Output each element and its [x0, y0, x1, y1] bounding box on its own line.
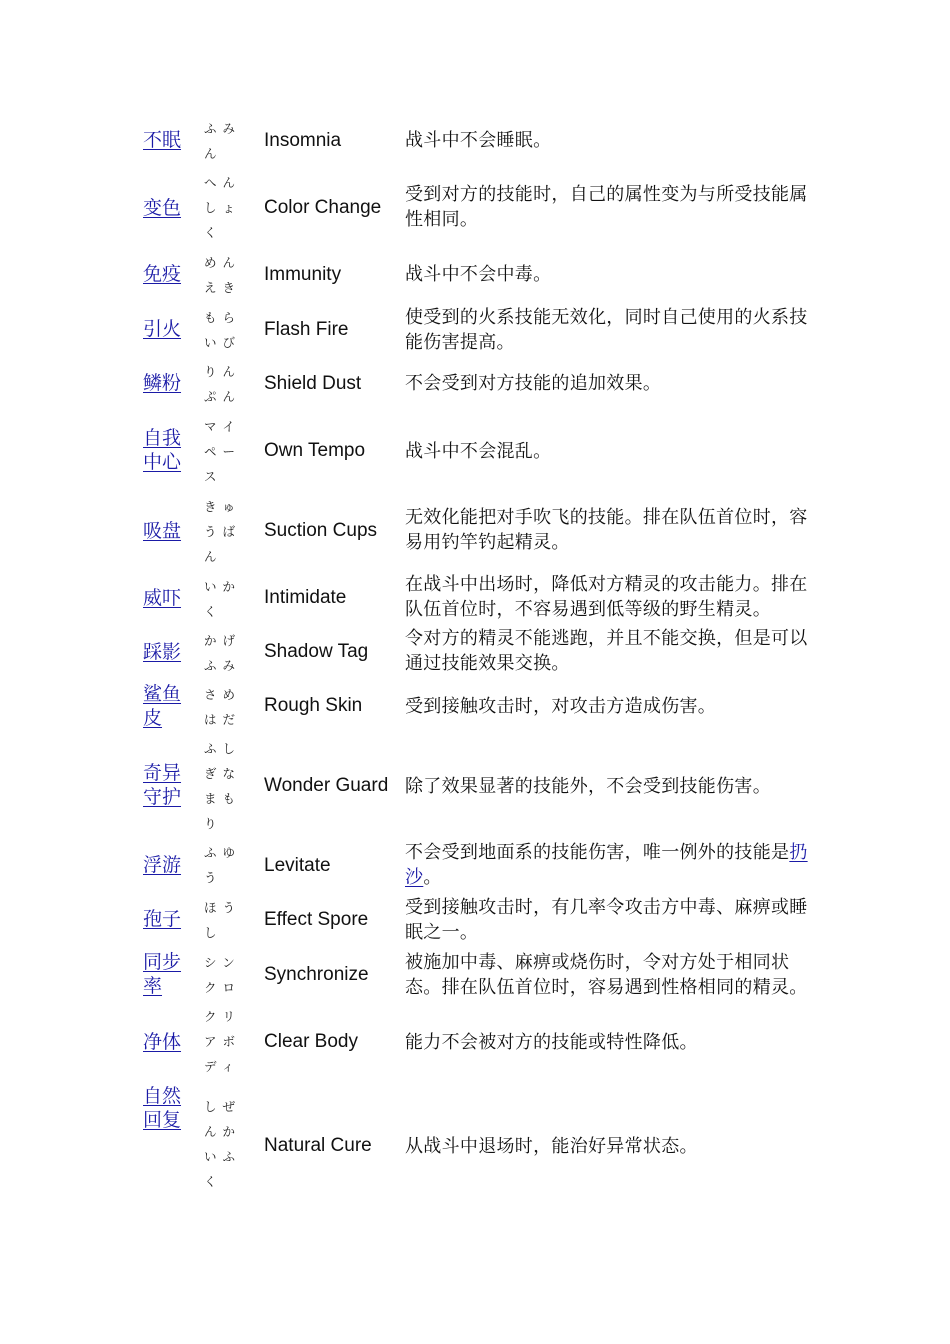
ability-description: 从战斗中退场时，能治好异常状态。: [405, 1136, 698, 1157]
table-row: [0, 682, 950, 734]
ability-description: 战斗中不会睡眠。: [405, 130, 552, 151]
ability-english-name: Suction Cups: [264, 520, 378, 541]
ability-english-name: Natural Cure: [264, 1135, 372, 1156]
ability-name-link[interactable]: 不眠: [143, 129, 182, 151]
ability-name-link[interactable]: 威吓: [143, 587, 182, 609]
ability-kana: しぜんかいふく: [204, 1099, 242, 1189]
ability-kana: りんぷん: [204, 364, 242, 404]
ability-english-name: Own Tempo: [264, 440, 366, 461]
ability-description: 在战斗中出场时，降低对方精灵的攻击能力。排在队伍首位时，不容易遇到低等级的野生精灵。: [405, 574, 808, 620]
table-row: [0, 840, 950, 892]
ability-kana: さめはだ: [204, 687, 242, 727]
ability-kana: マイペース: [204, 419, 242, 484]
ability-english-name: Insomnia: [264, 130, 342, 151]
table-row: [0, 628, 950, 680]
ability-description: 战斗中不会混乱。: [405, 441, 552, 462]
table-row: [0, 170, 950, 252]
ability-kana: かげふみ: [204, 633, 242, 673]
ability-english-name: Color Change: [264, 197, 382, 218]
ability-kana: きゅうばん: [204, 499, 242, 564]
sand-attack-link[interactable]: 扔沙: [405, 842, 808, 888]
ability-english-name: Intimidate: [264, 587, 347, 608]
ability-kana: めんえき: [204, 255, 242, 295]
ability-kana: もらいび: [204, 310, 242, 350]
ability-name-link[interactable]: 变色: [143, 197, 182, 219]
ability-kana: シンクロ: [204, 955, 242, 995]
ability-english-name: Wonder Guard: [264, 775, 389, 796]
ability-english-name: Shield Dust: [264, 373, 362, 394]
ability-english-name: Shadow Tag: [264, 641, 369, 662]
ability-english-name: Synchronize: [264, 964, 369, 985]
ability-description: 不会受到对方技能的追加效果。: [405, 373, 662, 394]
ability-kana: ふしぎなまもり: [204, 741, 242, 831]
ability-name-link[interactable]: 浮游: [143, 854, 182, 876]
ability-name-link[interactable]: 踩影: [143, 641, 182, 663]
ability-kana: ふゆう: [204, 845, 242, 885]
ability-name-link[interactable]: 奇异守护: [143, 762, 182, 808]
ability-english-name: Flash Fire: [264, 319, 349, 340]
ability-name-link[interactable]: 鲨鱼皮: [143, 683, 182, 729]
table-row: [0, 1004, 950, 1080]
ability-english-name: Effect Spore: [264, 909, 369, 930]
ability-name-link[interactable]: 净体: [143, 1031, 182, 1053]
ability-description: 除了效果显著的技能外，不会受到技能伤害。: [405, 776, 771, 797]
ability-description-tail: 。: [423, 867, 442, 888]
ability-name-link[interactable]: 鳞粉: [143, 372, 182, 394]
ability-description: 令对方的精灵不能逃跑，并且不能交换，但是可以通过技能效果交换。: [405, 628, 808, 674]
table-row: [0, 574, 950, 626]
table-row: [0, 950, 950, 1002]
table-row: [0, 736, 950, 836]
ability-description: 被施加中毒、麻痹或烧伤时，令对方处于相同状态。排在队伍首位时，容易遇到性格相同的精灵。: [405, 952, 808, 998]
ability-kana: ほうし: [204, 900, 242, 940]
ability-name-link[interactable]: 免疫: [143, 263, 182, 285]
ability-description: 能力不会被对方的技能或特性降低。: [405, 1032, 698, 1053]
table-row: [0, 116, 950, 168]
table-row: [0, 414, 950, 492]
ability-description: 受到对方的技能时，自己的属性变为与所受技能属性相同。: [405, 184, 808, 230]
ability-kana: へんしょく: [204, 175, 242, 240]
ability-name-link[interactable]: 孢子: [143, 908, 182, 930]
ability-description: [405, 840, 810, 890]
table-row: [0, 359, 950, 411]
ability-name-link[interactable]: 自我中心: [143, 427, 182, 473]
ability-name-link[interactable]: 同步率: [143, 951, 182, 997]
ability-name-link[interactable]: 自然回复: [143, 1085, 182, 1131]
table-row: [0, 250, 950, 302]
ability-english-name: Rough Skin: [264, 695, 363, 716]
ability-description: 无效化能把对手吹飞的技能。排在队伍首位时，容易用钓竿钓起精灵。: [405, 507, 808, 553]
ability-description: 战斗中不会中毒。: [405, 264, 552, 285]
ability-english-name: Clear Body: [264, 1031, 358, 1052]
ability-english-name: Levitate: [264, 855, 331, 876]
ability-name-link[interactable]: 吸盘: [143, 520, 182, 542]
ability-kana: クリアボディ: [204, 1009, 242, 1074]
ability-description: 受到接触攻击时，对攻击方造成伤害。: [405, 696, 717, 717]
ability-name-link[interactable]: 引火: [143, 318, 182, 340]
table-row: [0, 305, 950, 357]
ability-english-name: Immunity: [264, 264, 342, 285]
table-row: [0, 1084, 950, 1196]
table-row: [0, 494, 950, 574]
ability-description: 受到接触攻击时，有几率令攻击方中毒、麻痹或睡眠之一。: [405, 897, 808, 943]
ability-description: 使受到的火系技能无效化，同时自己使用的火系技能伤害提高。: [405, 307, 808, 353]
table-row: [0, 895, 950, 947]
ability-kana: いかく: [204, 579, 242, 619]
ability-kana: ふみん: [204, 121, 242, 161]
ability-description-text: 不会受到地面系的技能伤害，唯一例外的技能是: [405, 842, 790, 863]
